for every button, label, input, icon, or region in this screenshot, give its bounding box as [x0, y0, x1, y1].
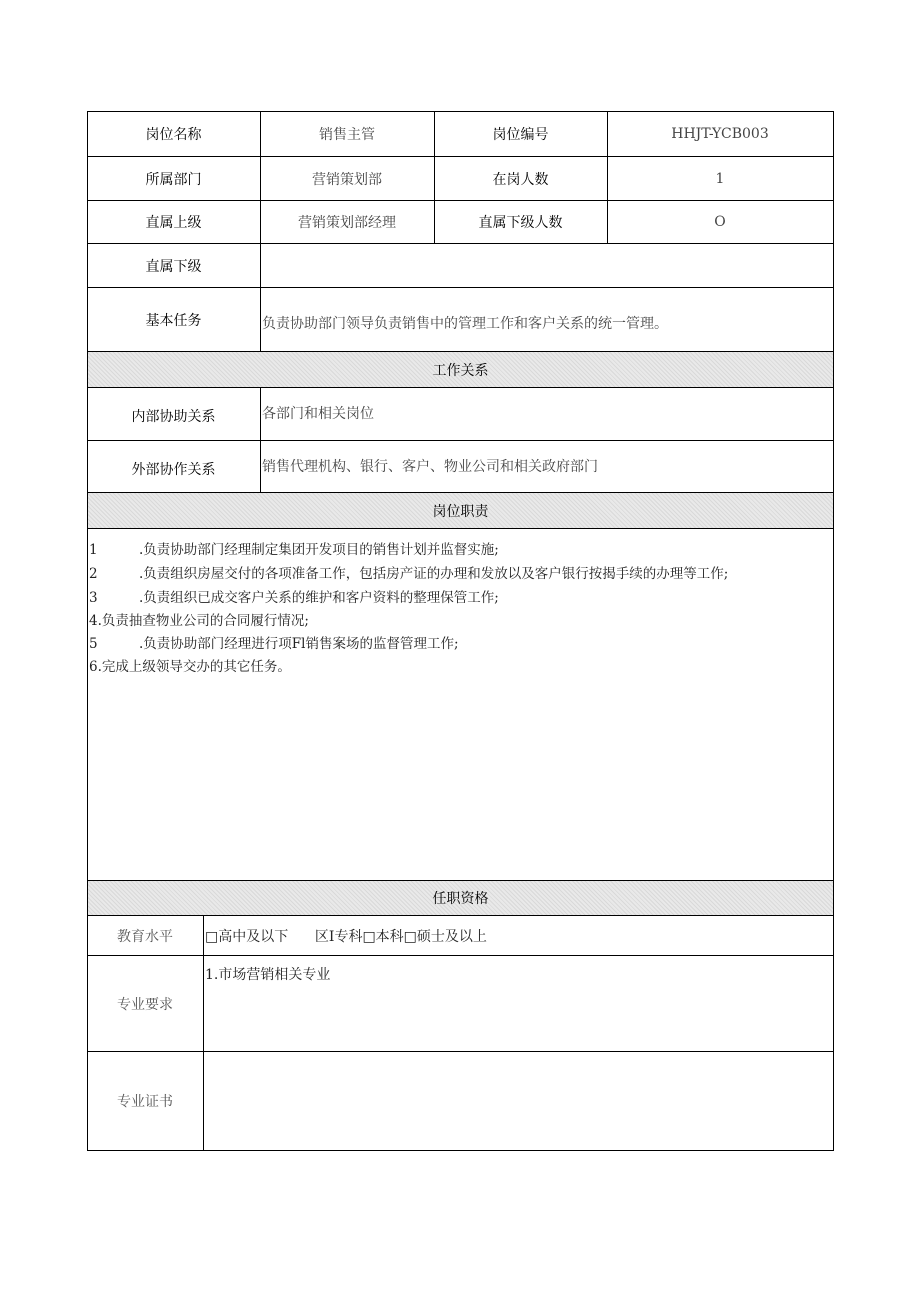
supervisor-value: 营销策划部经理	[298, 215, 396, 231]
internal-relations-label: 内部协助关系	[131, 409, 216, 425]
duty-text: .负责组织房屋交付的各项准备工作，包括房产证的办理和发放以及客户银行按揭手续的办理等工作;	[139, 566, 729, 582]
duty-item	[89, 655, 291, 675]
external-relations-row	[87, 441, 833, 492]
position-code-label: 岗位编号	[492, 127, 549, 143]
basic-task-label: 基本任务	[145, 312, 202, 329]
basic-task-value: 负责协助部门领导负责销售中的管理工作和客户关系的统一管理。	[262, 316, 668, 332]
education-label: 教育水平	[117, 928, 173, 945]
certificate-row	[87, 1052, 833, 1150]
education-row	[87, 916, 833, 955]
duty-number: 3	[89, 590, 98, 606]
work-relations-header: 工作关系	[88, 352, 833, 387]
duty-number: 2	[89, 566, 98, 582]
certificate-label: 专业证书	[117, 1094, 173, 1110]
education-options[interactable]: □高中及以下 区I专科□本科□硕士及以上	[205, 928, 487, 945]
position-code-value: HHJT-YCB003	[671, 126, 769, 142]
info-row-1	[87, 112, 833, 156]
department-value: 营销策划部	[312, 171, 382, 188]
duty-item	[89, 609, 309, 629]
headcount-label: 在岗人数	[492, 171, 549, 188]
duty-text: .负责协助部门经理进行项Fl销售案场的监督管理工作;	[139, 636, 459, 652]
external-relations-value: 销售代理机构、银行、客户、物业公司和相关政府部门	[262, 459, 598, 475]
duty-text: 6.完成上级领导交办的其它任务。	[89, 659, 291, 675]
headcount-value: 1	[715, 170, 725, 187]
duty-text: 4.负责抽查物业公司的合同履行情况;	[89, 613, 309, 629]
subordinate-row	[87, 244, 833, 287]
duties-header: 岗位职责	[88, 493, 833, 528]
supervisor-label: 直属上级	[145, 215, 202, 231]
subordinate-label: 直属下级	[145, 258, 202, 275]
qualifications-header: 任职资格	[88, 881, 833, 915]
position-name-label: 岗位名称	[145, 127, 202, 143]
info-row-3	[87, 201, 833, 243]
duty-item	[89, 632, 459, 652]
duty-item	[89, 562, 728, 582]
duty-text: .负责协助部门经理制定集团开发项目的销售计划并监督实施;	[139, 542, 499, 558]
internal-relations-value: 各部门和相关岗位	[262, 406, 374, 422]
duty-item	[89, 538, 499, 558]
duty-number: 1	[89, 542, 98, 558]
subordinate-value	[260, 244, 833, 287]
task-row	[87, 288, 833, 351]
duty-item	[89, 586, 499, 606]
info-row-2	[87, 157, 833, 200]
major-label: 专业要求	[117, 996, 173, 1013]
internal-relations-row	[87, 388, 833, 440]
major-value: 1.市场营销相关专业	[205, 967, 331, 983]
subordinate-count-label: 直属下级人数	[478, 215, 563, 231]
position-name-value: 销售主管	[319, 127, 375, 143]
major-row	[87, 956, 833, 1051]
external-relations-label: 外部协作关系	[131, 461, 216, 478]
duty-number: 5	[89, 636, 98, 652]
certificate-value	[203, 1052, 833, 1150]
subordinate-count-value: O	[714, 214, 726, 230]
department-label: 所属部门	[145, 171, 202, 188]
duty-text: .负责组织已成交客户关系的维护和客户资料的整理保管工作;	[139, 590, 499, 606]
